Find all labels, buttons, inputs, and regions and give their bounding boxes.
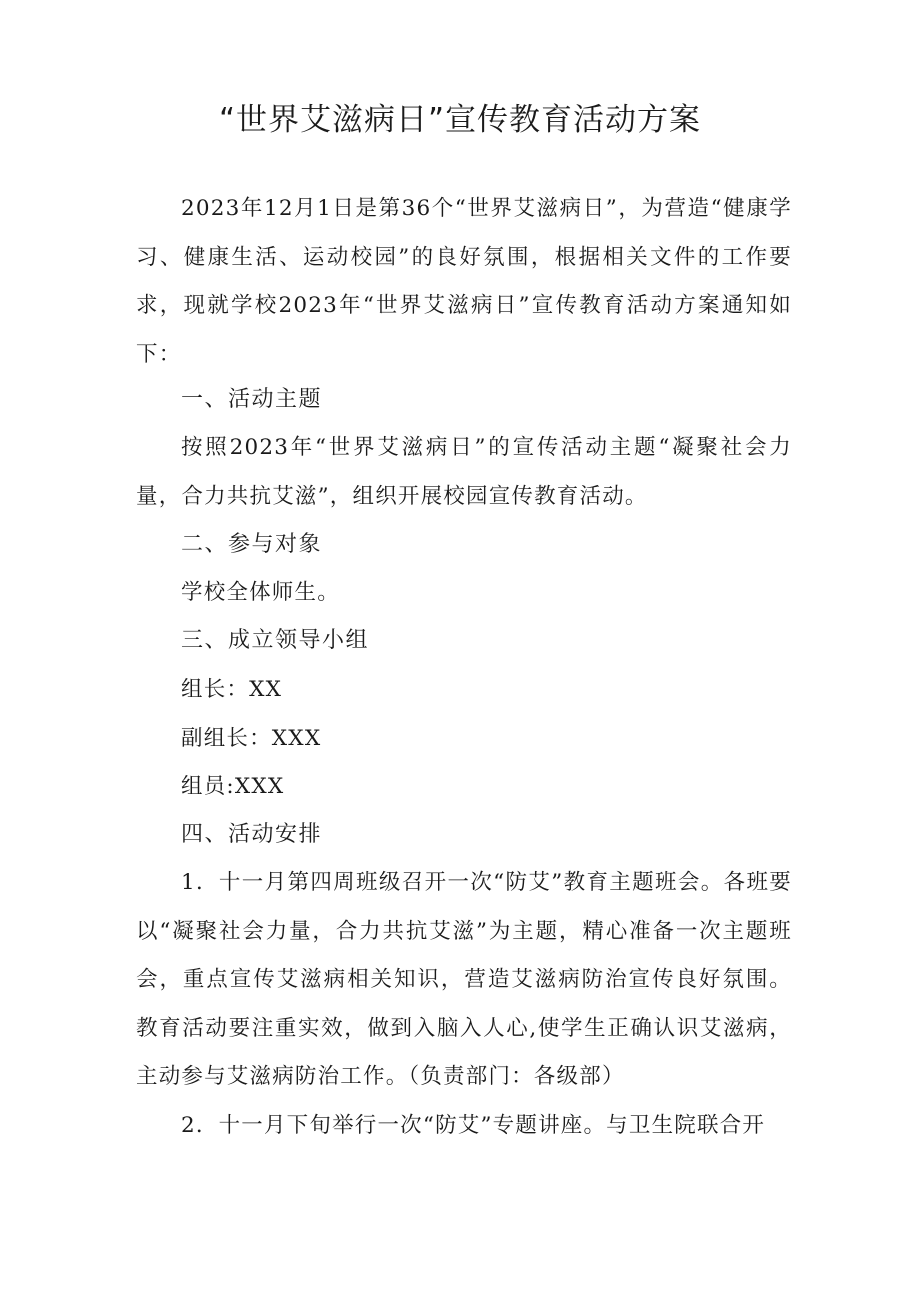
section-heading-leadership: 三、成立领导小组 bbox=[181, 628, 370, 653]
members-line: 组员:XXX bbox=[181, 774, 285, 799]
section-heading-arrangements: 四、活动安排 bbox=[181, 822, 323, 847]
theme-paragraph: 按照2023年“世界艾滋病日”的宣传活动主题“凝聚社会力量，合力共抗艾滋”，组织开展校园宣传教育活动。 bbox=[136, 435, 792, 509]
intro-paragraph: 2023年12月1日是第36个“世界艾滋病日”，为营造“健康学习、健康生活、运动校园”的良好氛围，根据相关文件的工作要求，现就学校2023年“世界艾滋病日”宣传教育活动方案通知如下： bbox=[136, 196, 792, 367]
section-heading-theme: 一、活动主题 bbox=[181, 387, 323, 412]
arrangement-item-1: 1．十一月第四周班级召开一次“防艾”教育主题班会。各班要以“凝聚社会力量，合力共抗艾滋”为主题，精心准备一次主题班会，重点宣传艾滋病相关知识，营造艾滋病防治宣传良好氛围。教育活动要注重实效，做到入脑入人心,使学生正确认识艾滋病，主动参与艾滋病防治工作。（负责部门：各级部） bbox=[136, 870, 792, 1089]
arrangement-item-2: 2．十一月下旬举行一次“防艾”专题讲座。与卫生院联合开 bbox=[181, 1113, 766, 1138]
leader-line: 组长：XX bbox=[181, 677, 283, 702]
section-heading-participants: 二、参与对象 bbox=[181, 532, 323, 557]
participants-text: 学校全体师生。 bbox=[181, 580, 340, 605]
deputy-leader-line: 副组长：XXX bbox=[181, 726, 322, 751]
document-title: “世界艾滋病日”宣传教育活动方案 bbox=[218, 102, 702, 138]
